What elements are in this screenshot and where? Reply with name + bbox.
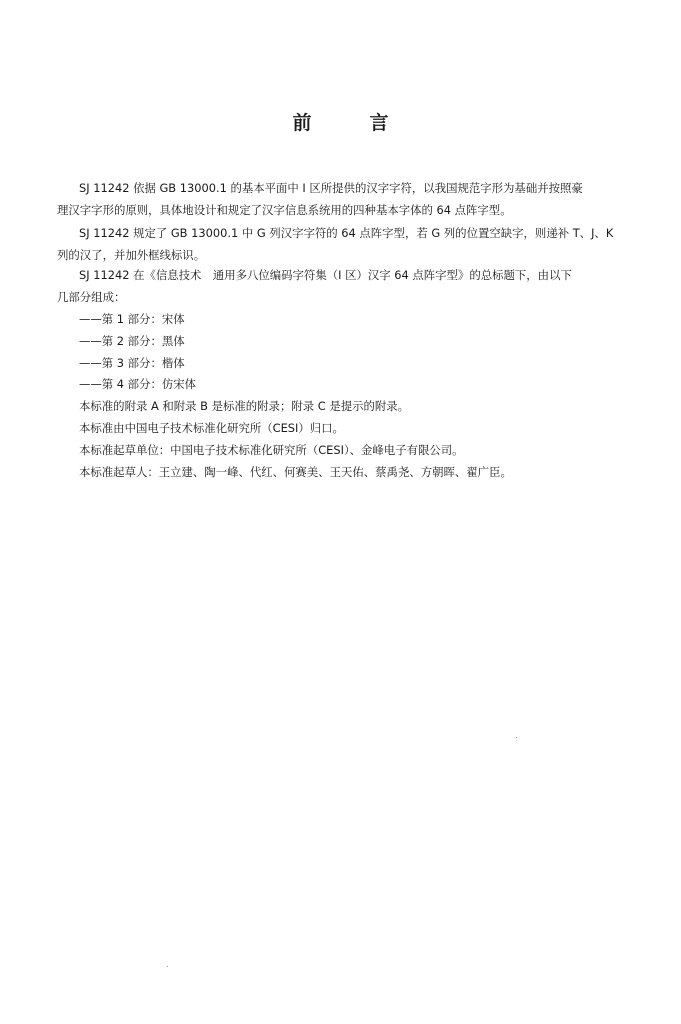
- title-char-2: 言: [369, 112, 389, 134]
- title-char-1: 前: [292, 112, 312, 134]
- paragraph-1-line-2: 理汉字字形的原则，具体地设计和规定了汉字信息系统用的四种基本字体的 64 点阵字型。: [57, 203, 512, 217]
- drafters-statement: 本标准起草人：王立建、陶一峰、代红、何赛美、王天佑、蔡禹尧、方朝晖、翟广臣。: [79, 465, 512, 479]
- paragraph-3-line-2: 几部分组成：: [57, 290, 126, 304]
- page-title: [0, 108, 681, 135]
- paragraph-2-line-1: SJ 11242 规定了 GB 13000.1 中 G 列汉字字符的 64 点阵字型，若 G 列的位置空缺字，则递补 T、J、K: [79, 226, 614, 240]
- part-list-item: ——第 2 部分：黑体: [79, 334, 185, 348]
- responsible-org-statement: 本标准由中国电子技术标准化研究所（CESI）归口。: [79, 421, 344, 435]
- drafting-org-statement: 本标准起草单位：中国电子技术标准化研究所（CESI）、金峰电子有限公司。: [79, 443, 464, 457]
- scan-speck: [167, 966, 168, 967]
- part-list-item: ——第 1 部分：宋体: [79, 312, 185, 326]
- part-list-item: ——第 4 部分：仿宋体: [79, 377, 197, 391]
- scan-speck: [516, 737, 517, 738]
- part-list-item: ——第 3 部分：楷体: [79, 356, 185, 370]
- paragraph-1-line-1: SJ 11242 依据 GB 13000.1 的基本平面中 I 区所提供的汉字字符，以我国规范字形为基础并按照豪: [79, 181, 583, 195]
- paragraph-3-line-1: SJ 11242 在《信息技术 通用多八位编码字符集（I 区）汉字 64 点阵字型》的总标题下，由以下: [79, 268, 572, 282]
- appendix-statement: 本标准的附录 A 和附录 B 是标准的附录；附录 C 是提示的附录。: [79, 399, 410, 413]
- paragraph-2-line-2: 列的汉了，并加外框线标识。: [57, 248, 206, 262]
